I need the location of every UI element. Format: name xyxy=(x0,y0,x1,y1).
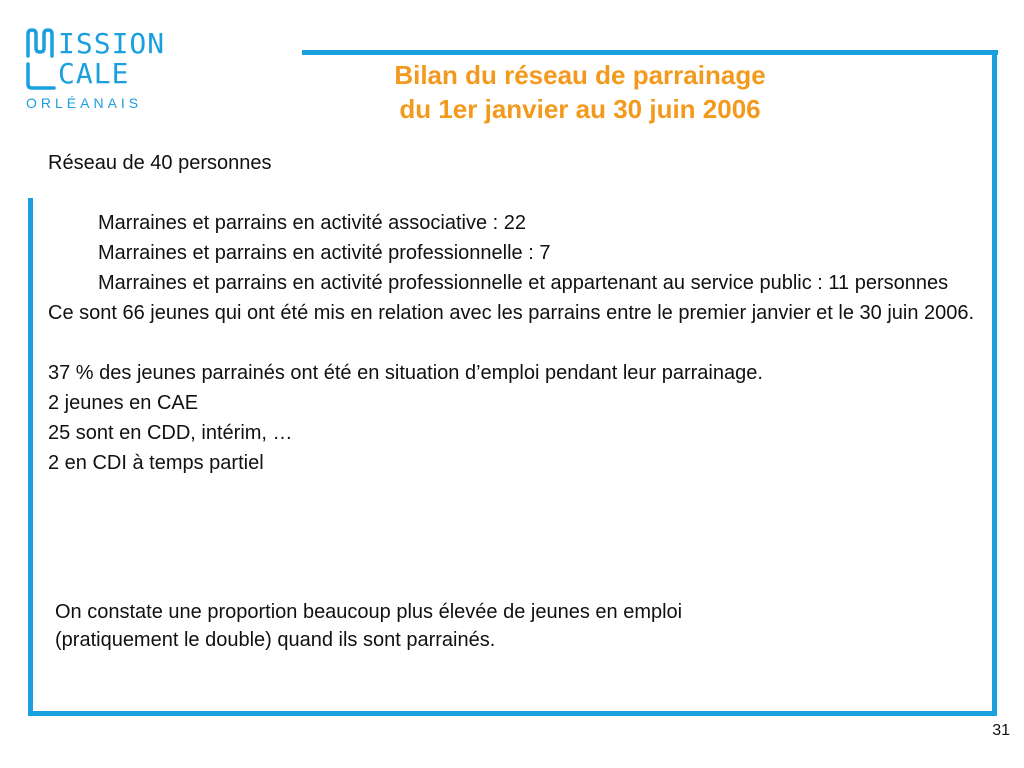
network-item-professional: Marraines et parrains en activité professionnelle : 7 xyxy=(98,242,551,264)
cdd-text: 25 sont en CDD, intérim, … xyxy=(48,422,293,444)
frame-left-border xyxy=(28,198,33,716)
network-intro: Réseau de 40 personnes xyxy=(48,152,272,174)
cae-text: 2 jeunes en CAE xyxy=(48,392,199,414)
network-item-public-service: Marraines et parrains en activité professionnelle et appartenant au service public : 11 personnes xyxy=(98,272,949,294)
relation-text: Ce sont 66 jeunes qui ont été mis en relation avec les parrains entre le premier janvier et le 30 juin 2006. xyxy=(48,302,975,324)
frame-right-border xyxy=(992,50,997,716)
network-item-associative: Marraines et parrains en activité associative : 22 xyxy=(98,212,526,234)
logo-line-orleanais: ORLÉANAIS xyxy=(26,95,143,111)
logo-line-mission: ISSION xyxy=(58,27,166,60)
conclusion-text: On constate une proportion beaucoup plus élevée de jeunes en emploi (pratiquement le double) quand ils sont parrainés. xyxy=(55,601,683,651)
spacer xyxy=(48,328,988,358)
cdi-text: 2 en CDI à temps partiel xyxy=(48,452,264,474)
page-number: 31 xyxy=(992,722,1010,739)
frame-bottom-border xyxy=(28,711,997,716)
employment-text: 37 % des jeunes parrainés ont été en situation d’emploi pendant leur parrainage. xyxy=(48,362,763,384)
title-line-1: Bilan du réseau de parrainage xyxy=(394,60,766,90)
title-line-2: du 1er janvier au 30 juin 2006 xyxy=(399,94,761,124)
frame-top-border xyxy=(302,50,998,55)
logo-line-locale: CALE xyxy=(58,57,130,90)
slide-title xyxy=(300,58,860,126)
spacer xyxy=(48,178,988,208)
mission-locale-logo xyxy=(24,26,180,112)
slide-body xyxy=(48,148,988,478)
logo-text xyxy=(24,26,180,112)
